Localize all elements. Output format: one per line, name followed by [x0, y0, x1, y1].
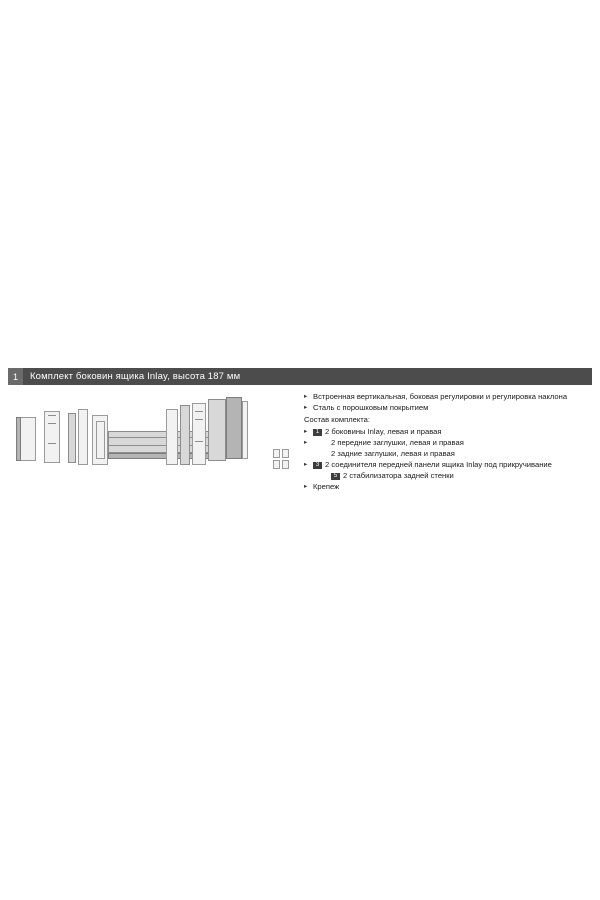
content-item-label: 2 стабилизатора задней стенки — [343, 471, 454, 481]
part-connector-b — [78, 409, 88, 465]
item-badge: 3 — [313, 462, 322, 469]
bullet-arrow-icon: ▸ — [304, 427, 308, 435]
bullet-arrow-icon: ▸ — [304, 483, 308, 491]
content-item-text: 2 задние заглушки, левая и правая — [331, 448, 455, 458]
part-line-a3 — [48, 443, 56, 444]
part-line-a2 — [48, 423, 56, 424]
feature-row — [304, 392, 592, 402]
feature-row — [304, 403, 592, 413]
part-clip-2 — [282, 449, 289, 458]
content-item-row — [304, 482, 592, 492]
part-bracket-right-1 — [166, 409, 178, 465]
content-item-label: 2 соединителя передней панели ящика Inlay под прикручивание — [325, 460, 552, 470]
content-item-text — [313, 471, 592, 481]
part-line-b3 — [195, 441, 203, 442]
product-card — [8, 368, 592, 510]
content-item-row — [304, 471, 592, 481]
content-item-row — [304, 427, 592, 437]
part-rear-panel-2 — [226, 397, 242, 459]
card-title-bar — [8, 368, 592, 385]
feature-text: Встроенная вертикальная, боковая регулировки и регулировка наклона — [313, 392, 568, 401]
bullet-arrow-icon: ▸ — [304, 404, 308, 412]
bullet-arrow-icon: ▸ — [304, 438, 308, 446]
content-item-row — [304, 438, 592, 448]
item-badge: 5 — [331, 473, 340, 480]
part-line-b2 — [195, 419, 203, 420]
part-connector-a — [68, 413, 76, 463]
feature-text: Сталь с порошковым покрытием — [313, 403, 429, 413]
content-item-row — [304, 460, 592, 470]
contents-heading-row — [304, 415, 592, 425]
part-clip-1 — [273, 449, 280, 458]
part-line-a1 — [48, 415, 56, 416]
content-item-text: Крепеж — [313, 482, 340, 492]
part-side-panel-right-head — [192, 403, 206, 465]
specification-list — [304, 392, 592, 494]
card-body — [8, 385, 592, 510]
content-item-text — [313, 460, 592, 470]
bullet-arrow-icon: ▸ — [304, 461, 308, 469]
part-front-cap-left-edge — [16, 417, 21, 461]
part-rear-panel-1 — [208, 399, 226, 461]
part-rear-panel-3 — [242, 401, 248, 459]
part-clip-3 — [273, 460, 280, 469]
content-item-label: 2 боковины Inlay, левая и правая — [325, 426, 442, 436]
content-item-text: 2 передние заглушки, левая и правая — [331, 437, 464, 447]
item-badge: 1 — [313, 429, 322, 436]
content-item-row — [304, 449, 592, 459]
part-side-bracket-a — [44, 411, 60, 463]
part-bracket-mid-1 — [96, 421, 105, 459]
part-clip-4 — [282, 460, 289, 469]
drawer-side-set-illustration — [8, 385, 304, 510]
content-item-text — [313, 427, 592, 437]
part-line-b1 — [195, 411, 203, 412]
card-number-badge: 1 — [8, 368, 23, 385]
part-bracket-right-2 — [180, 405, 190, 465]
contents-heading: Состав комплекта: — [304, 415, 371, 425]
bullet-arrow-icon: ▸ — [304, 393, 308, 400]
page-title: Комплект боковин ящика Inlay, высота 187 мм — [30, 371, 241, 382]
